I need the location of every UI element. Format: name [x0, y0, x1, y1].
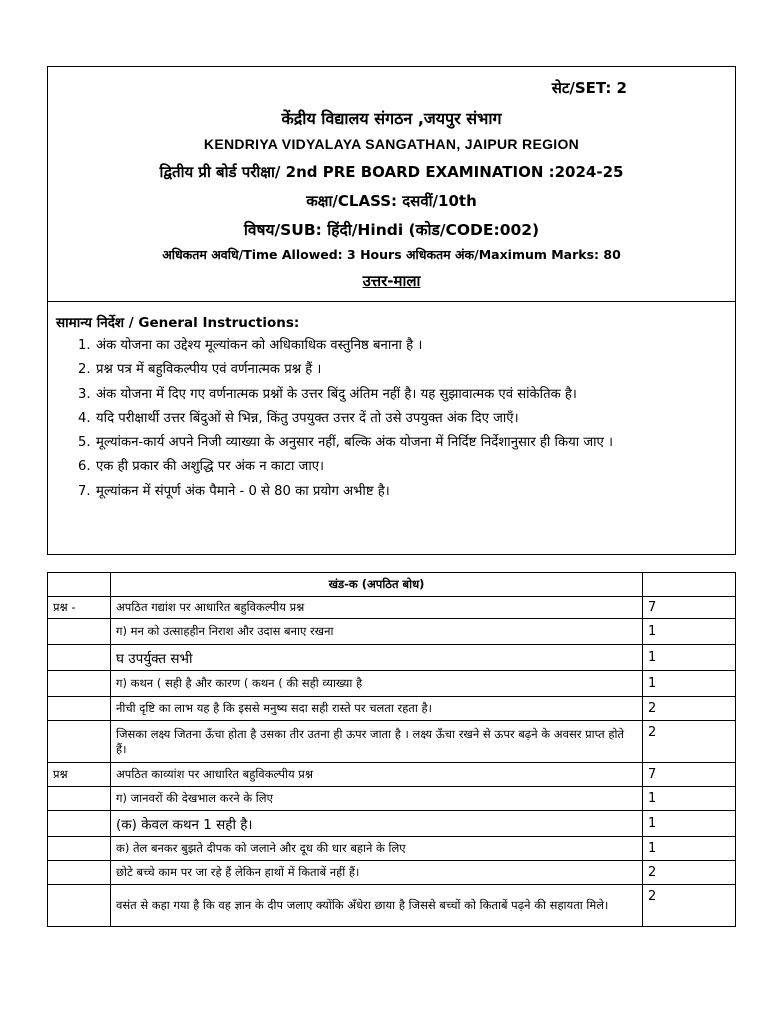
- marks-cell: 7: [643, 763, 736, 787]
- answer-cell: छोटे बच्चे काम पर जा रहे हैं लेकिन हाथों में किताबें नहीं हैं।: [111, 861, 643, 885]
- table-row: [48, 811, 736, 837]
- answer-cell: अपठित गद्यांश पर आधारित बहुविकल्पीय प्रश्न: [111, 597, 643, 619]
- exam-header-box: [47, 66, 736, 555]
- question-cell: [48, 697, 111, 721]
- question-cell: [48, 721, 111, 763]
- instruction-text: एक ही प्रकार की अशुद्धि पर अंक न काटा जाए।: [96, 459, 325, 475]
- instruction-number: 1.: [78, 338, 91, 353]
- exam-title: द्वितीय प्री बोर्ड परीक्षा/ 2nd PRE BOARD EXAMINATION :2024-25: [159, 163, 624, 181]
- question-cell: [48, 861, 111, 885]
- question-cell: [48, 787, 111, 811]
- table-row: [48, 645, 736, 671]
- marks-cell: 7: [643, 597, 736, 619]
- question-cell: प्रश्न: [48, 763, 111, 787]
- answer-key-title: उत्तर-माला: [362, 272, 421, 290]
- answer-cell: नीची दृष्टि का लाभ यह है कि इससे मनुष्य सदा सही रास्ते पर चलता रहता है।: [111, 697, 643, 721]
- instruction-text: मूल्यांकन में संपूर्ण अंक पैमाने - 0 से 80 का प्रयोग अभीष्ट है।: [96, 483, 390, 499]
- question-cell: [48, 837, 111, 861]
- table-row: [48, 837, 736, 861]
- header-blank-cell: [48, 573, 111, 597]
- header-blank-cell: [643, 573, 736, 597]
- question-cell: [48, 671, 111, 697]
- instruction-text: अंक योजना का उद्देश्य मूल्यांकन को अधिकाधिक वस्तुनिष्ठ बनाना है ।: [96, 338, 423, 353]
- table-row: [48, 787, 736, 811]
- marks-cell: 2: [643, 697, 736, 721]
- table-row: [48, 721, 736, 763]
- time-marks-line: अधिकतम अवधि/Time Allowed: 3 Hours अधिकतम अंक/Maximum Marks: 80: [162, 247, 621, 262]
- answer-cell: ग) मन को उत्साहहीन निराश और उदास बनाए रखना: [111, 619, 643, 645]
- marks-cell: 2: [643, 885, 736, 927]
- instruction-text: अंक योजना में दिए गए वर्णनात्मक प्रश्नों के उत्तर बिंदु अंतिम नहीं है। यह सुझावात्मक एवं सांकेतिक है।: [96, 386, 577, 402]
- marks-cell: 1: [643, 671, 736, 697]
- table-row: [48, 861, 736, 885]
- instruction-number: 5.: [78, 435, 91, 451]
- table-row: [48, 697, 736, 721]
- subject-line: विषय/SUB: हिंदी/Hindi (कोड/CODE:002): [243, 221, 540, 239]
- instruction-item: [78, 455, 718, 479]
- question-cell: [48, 885, 111, 927]
- answer-cell: ग) कथन ( सही है और कारण ( कथन ( की सही व्याख्या है: [111, 671, 643, 697]
- organization-title-hindi: केंद्रीय विद्यालय संगठन ,जयपुर संभाग: [281, 109, 502, 128]
- instruction-item: [78, 431, 718, 455]
- table-header-row: [48, 573, 736, 597]
- instruction-item: [78, 407, 718, 431]
- instructions-title: सामान्य निर्देश / General Instructions:: [56, 315, 300, 331]
- instruction-number: 4.: [78, 410, 91, 426]
- answer-cell: घ उपर्युक्त सभी: [111, 645, 643, 671]
- table-row: [48, 885, 736, 927]
- marks-cell: 2: [643, 861, 736, 885]
- marks-cell: 2: [643, 721, 736, 763]
- answer-cell: (क) केवल कथन 1 सही है।: [111, 811, 643, 837]
- answer-cell: ग) जानवरों की देखभाल करने के लिए: [111, 787, 643, 811]
- instruction-number: 7.: [78, 483, 91, 499]
- instruction-item: [78, 358, 718, 382]
- answer-cell: वसंत से कहा गया है कि वह ज्ञान के दीप जलाए क्योंकि अँधेरा छाया है जिससे बच्चों को किताबें पढ़ने की सहायता मिले।: [111, 885, 643, 927]
- instruction-number: 3.: [78, 386, 91, 402]
- question-cell: [48, 619, 111, 645]
- marks-cell: 1: [643, 811, 736, 837]
- marks-cell: 1: [643, 619, 736, 645]
- section-header: खंड-क (अपठित बोध): [111, 573, 643, 597]
- answer-table: [47, 572, 736, 927]
- question-cell: प्रश्न -: [48, 597, 111, 619]
- question-cell: [48, 645, 111, 671]
- set-number: सेट/SET: 2: [551, 79, 627, 97]
- marks-cell: 1: [643, 837, 736, 861]
- instruction-number: 6.: [78, 459, 91, 475]
- class-line: कक्षा/CLASS: दसवीं/10th: [306, 192, 477, 210]
- table-row: [48, 671, 736, 697]
- question-cell: [48, 811, 111, 837]
- answer-cell: क) तेल बनकर बुझते दीपक को जलाने और दूध की धार बहाने के लिए: [111, 837, 643, 861]
- table-row: [48, 619, 736, 645]
- table-row: [48, 763, 736, 787]
- instruction-item: [78, 383, 718, 407]
- instruction-text: मूल्यांकन-कार्य अपने निजी व्याख्या के अनुसार नहीं, बल्कि अंक योजना में निर्दिष्ट निर्देशानुसार ही किया जाए ।: [96, 435, 614, 451]
- header-divider: [48, 301, 735, 302]
- table-row: [48, 597, 736, 619]
- instruction-item: [78, 334, 718, 358]
- instruction-number: 2.: [78, 362, 91, 378]
- answer-cell: अपठित काव्यांश पर आधारित बहुविकल्पीय प्रश्न: [111, 763, 643, 787]
- marks-cell: 1: [643, 787, 736, 811]
- instruction-text: यदि परीक्षार्थी उत्तर बिंदुओं से भिन्न, किंतु उपयुक्त उत्तर दें तो उसे उपयुक्त अंक दिए जाएँ।: [96, 410, 519, 426]
- organization-title-english: KENDRIYA VIDYALAYA SANGATHAN, JAIPUR REGION: [203, 136, 580, 152]
- answer-cell: जिसका लक्ष्य जितना ऊँचा होता है उसका तीर उतना ही ऊपर जाता है । लक्ष्य ऊँचा रखने से ऊपर बढ़ने के अवसर प्राप्त होते हैं।: [111, 721, 643, 763]
- instructions-list: [78, 334, 718, 504]
- marks-cell: 1: [643, 645, 736, 671]
- instruction-item: [78, 480, 718, 504]
- instruction-text: प्रश्न पत्र में बहुविकल्पीय एवं वर्णनात्मक प्रश्न हैं ।: [96, 362, 322, 378]
